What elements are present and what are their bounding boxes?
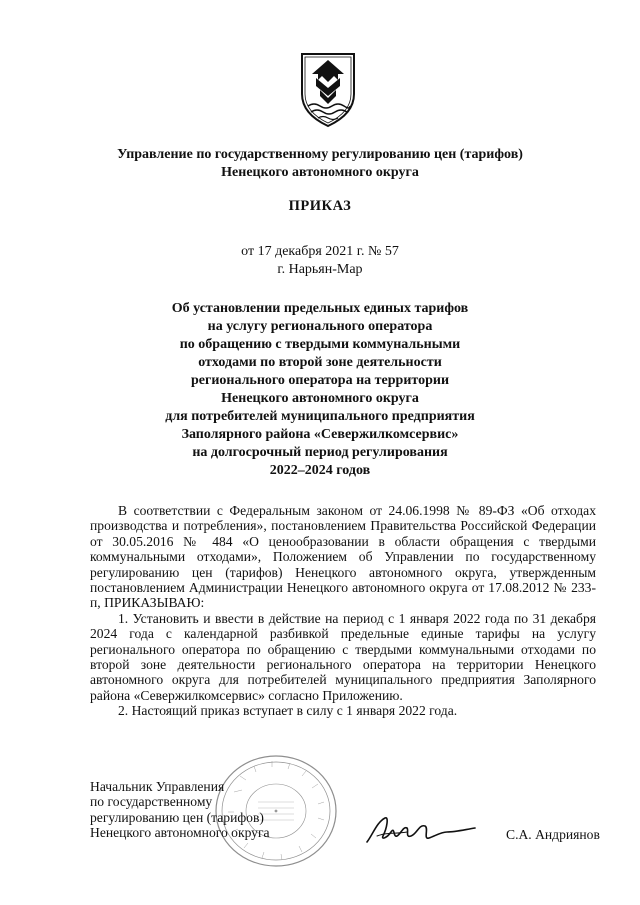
subject-line: по обращению с твердыми коммунальными bbox=[179, 337, 461, 352]
organization-name bbox=[0, 146, 640, 182]
signatory-name: С.А. Андриянов bbox=[506, 827, 600, 842]
order-body bbox=[90, 503, 596, 719]
organization-line: Управление по государственному регулированию цен (тарифов) bbox=[117, 147, 523, 162]
signatory-title-line: Начальник Управления bbox=[90, 779, 225, 794]
handwritten-signature-icon bbox=[363, 812, 481, 848]
subject-line: на услугу регионального оператора bbox=[207, 319, 433, 334]
signatory-title-line: регулированию цен (тарифов) bbox=[90, 809, 264, 825]
body-paragraph: В соответствии с Федеральным законом от 24.06.1998 № 89-ФЗ «Об отходах производства и потребления», постановлением Правительства Российской Федерации от 30.05.2016 № 484 «О ценообразовании в области обращения с твердыми коммунальными отходами», Положением об Управлении по государственному регулированию цен (тарифов) Ненецкого автономного округа, утвержденным постановлением Администрации Ненецкого автономного округа от 17.08.2012 № 233-п, ПРИКАЗЫВАЮ: bbox=[90, 503, 596, 611]
organization-line: Ненецкого автономного округа bbox=[221, 165, 419, 180]
signatory-title bbox=[90, 779, 270, 841]
order-subject bbox=[0, 300, 640, 480]
subject-line: Об установлении предельных единых тарифов bbox=[171, 301, 469, 316]
signatory-title-line: Ненецкого автономного округа bbox=[90, 825, 270, 841]
document-type: ПРИКАЗ bbox=[288, 198, 352, 214]
body-paragraph: 2. Настоящий приказ вступает в силу с 1 января 2022 года. bbox=[118, 703, 458, 719]
subject-line: Заполярного района «Севержилкомсервис» bbox=[181, 427, 459, 442]
subject-line: Ненецкого автономного округа bbox=[221, 391, 419, 406]
body-paragraph: 1. Установить и ввести в действие на период с 1 января 2022 года по 31 декабря 2024 года с календарной разбивкой предельные единые тарифы на услугу регионального оператора по обращению с твердыми коммунальными отходами по второй зоне деятельности регионального оператора на территории Ненецкого автономного округа для потребителей муниципального предприятия Заполярного района «Севержилкомсервис» согласно Приложению. bbox=[90, 610, 596, 703]
coat-of-arms-icon bbox=[298, 50, 358, 130]
subject-line: 2022–2024 годов bbox=[269, 463, 371, 478]
order-date-block bbox=[0, 243, 640, 279]
subject-line: регионального оператора на территории bbox=[190, 373, 450, 388]
signatory-title-line: по государственному bbox=[90, 794, 213, 810]
subject-line: для потребителей муниципального предприятия bbox=[165, 409, 475, 424]
subject-line: на долгосрочный период регулирования bbox=[192, 445, 448, 460]
order-place: г. Нарьян-Мар bbox=[277, 262, 363, 277]
order-date: от 17 декабря 2021 г. № 57 bbox=[241, 244, 399, 259]
subject-line: отходами по второй зоне деятельности bbox=[198, 355, 442, 370]
